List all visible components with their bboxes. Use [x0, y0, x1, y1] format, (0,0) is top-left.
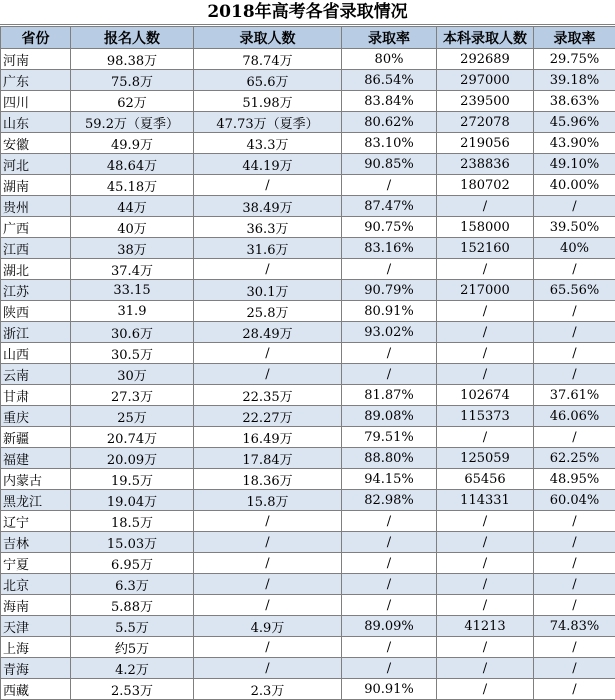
province-cell: 上海: [1, 637, 71, 658]
undergrad-admitted-cell: 292689: [437, 49, 534, 70]
province-cell: 海南: [1, 595, 71, 616]
province-cell: 西藏: [1, 679, 71, 700]
admitted-cell: 47.73万（夏季）: [194, 112, 342, 133]
admission-rate-cell: 80.91%: [342, 301, 437, 322]
applicants-cell: 98.38万: [71, 49, 194, 70]
table-row: [1, 658, 615, 679]
admitted-cell: 25.8万: [194, 301, 342, 322]
applicants-cell: 48.64万: [71, 154, 194, 175]
applicants-cell: 62万: [71, 91, 194, 112]
admitted-cell: 15.8万: [194, 490, 342, 511]
admission-rate-cell: /: [342, 553, 437, 574]
admitted-cell: 22.27万: [194, 406, 342, 427]
province-cell: 湖南: [1, 175, 71, 196]
province-cell: 广东: [1, 70, 71, 91]
table-row: [1, 280, 615, 301]
province-cell: 河北: [1, 154, 71, 175]
undergrad-rate-cell: /: [534, 511, 615, 532]
applicants-cell: 59.2万（夏季）: [71, 112, 194, 133]
table-row: [1, 679, 615, 700]
undergrad-admitted-cell: 297000: [437, 70, 534, 91]
admission-rate-cell: 80.62%: [342, 112, 437, 133]
province-cell: 北京: [1, 574, 71, 595]
admission-rate-cell: 94.15%: [342, 469, 437, 490]
undergrad-admitted-cell: /: [437, 553, 534, 574]
admitted-cell: /: [194, 532, 342, 553]
province-cell: 福建: [1, 448, 71, 469]
applicants-cell: 5.5万: [71, 616, 194, 637]
undergrad-rate-cell: 60.04%: [534, 490, 615, 511]
province-cell: 四川: [1, 91, 71, 112]
admission-rate-cell: 90.85%: [342, 154, 437, 175]
applicants-cell: 30.6万: [71, 322, 194, 343]
admitted-cell: /: [194, 595, 342, 616]
applicants-cell: 37.4万: [71, 259, 194, 280]
admitted-cell: 36.3万: [194, 217, 342, 238]
applicants-cell: 19.5万: [71, 469, 194, 490]
undergrad-admitted-cell: /: [437, 595, 534, 616]
applicants-cell: 45.18万: [71, 175, 194, 196]
undergrad-rate-cell: 40.00%: [534, 175, 615, 196]
admission-rate-cell: /: [342, 364, 437, 385]
undergrad-admitted-cell: 102674: [437, 385, 534, 406]
undergrad-admitted-cell: /: [437, 637, 534, 658]
admitted-cell: 16.49万: [194, 427, 342, 448]
undergrad-rate-cell: 62.25%: [534, 448, 615, 469]
admission-rate-cell: /: [342, 574, 437, 595]
undergrad-rate-cell: /: [534, 658, 615, 679]
table-row: [1, 49, 615, 70]
undergrad-rate-cell: 65.56%: [534, 280, 615, 301]
undergrad-admitted-cell: /: [437, 343, 534, 364]
admitted-cell: 28.49万: [194, 322, 342, 343]
admission-rate-cell: /: [342, 532, 437, 553]
undergrad-rate-cell: /: [534, 574, 615, 595]
undergrad-admitted-cell: 180702: [437, 175, 534, 196]
province-cell: 贵州: [1, 196, 71, 217]
table-row: [1, 469, 615, 490]
table-row: [1, 91, 615, 112]
undergrad-rate-cell: 29.75%: [534, 49, 615, 70]
province-cell: 辽宁: [1, 511, 71, 532]
applicants-cell: 33.15: [71, 280, 194, 301]
admission-rate-cell: 88.80%: [342, 448, 437, 469]
admitted-cell: 18.36万: [194, 469, 342, 490]
undergrad-admitted-cell: 114331: [437, 490, 534, 511]
applicants-cell: 49.9万: [71, 133, 194, 154]
applicants-cell: 20.09万: [71, 448, 194, 469]
province-cell: 内蒙古: [1, 469, 71, 490]
undergrad-rate-cell: 74.83%: [534, 616, 615, 637]
applicants-cell: 25万: [71, 406, 194, 427]
table-row: [1, 616, 615, 637]
table-row: [1, 301, 615, 322]
admitted-cell: 2.3万: [194, 679, 342, 700]
province-cell: 吉林: [1, 532, 71, 553]
province-cell: 江西: [1, 238, 71, 259]
admission-rate-cell: 90.91%: [342, 679, 437, 700]
admission-rate-cell: /: [342, 259, 437, 280]
undergrad-admitted-cell: 217000: [437, 280, 534, 301]
undergrad-rate-cell: 48.95%: [534, 469, 615, 490]
admission-rate-cell: 79.51%: [342, 427, 437, 448]
undergrad-admitted-cell: 115373: [437, 406, 534, 427]
admitted-cell: /: [194, 658, 342, 679]
admitted-cell: /: [194, 364, 342, 385]
applicants-cell: 20.74万: [71, 427, 194, 448]
admitted-cell: 22.35万: [194, 385, 342, 406]
header-province: 省份: [1, 27, 71, 49]
undergrad-admitted-cell: 41213: [437, 616, 534, 637]
undergrad-admitted-cell: 125059: [437, 448, 534, 469]
province-cell: 天津: [1, 616, 71, 637]
admission-rate-cell: 89.08%: [342, 406, 437, 427]
table-row: [1, 511, 615, 532]
undergrad-admitted-cell: 158000: [437, 217, 534, 238]
undergrad-rate-cell: /: [534, 595, 615, 616]
undergrad-admitted-cell: /: [437, 364, 534, 385]
undergrad-rate-cell: /: [534, 637, 615, 658]
undergrad-admitted-cell: /: [437, 259, 534, 280]
admission-rate-cell: /: [342, 595, 437, 616]
table-row: [1, 322, 615, 343]
table-row: [1, 217, 615, 238]
applicants-cell: 40万: [71, 217, 194, 238]
admission-rate-cell: /: [342, 343, 437, 364]
undergrad-rate-cell: /: [534, 364, 615, 385]
admission-rate-cell: 90.79%: [342, 280, 437, 301]
admission-rate-cell: 83.10%: [342, 133, 437, 154]
applicants-cell: 18.5万: [71, 511, 194, 532]
admission-rate-cell: 86.54%: [342, 70, 437, 91]
header-undergrad-admitted: 本科录取人数: [437, 27, 534, 49]
province-cell: 青海: [1, 658, 71, 679]
undergrad-admitted-cell: /: [437, 322, 534, 343]
province-cell: 河南: [1, 49, 71, 70]
province-cell: 黑龙江: [1, 490, 71, 511]
admitted-cell: 51.98万: [194, 91, 342, 112]
admitted-cell: /: [194, 259, 342, 280]
undergrad-admitted-cell: 272078: [437, 112, 534, 133]
admission-rate-cell: 83.84%: [342, 91, 437, 112]
applicants-cell: 19.04万: [71, 490, 194, 511]
applicants-cell: 31.9: [71, 301, 194, 322]
admission-rate-cell: /: [342, 175, 437, 196]
admitted-cell: /: [194, 343, 342, 364]
table-row: [1, 133, 615, 154]
admission-rate-cell: /: [342, 511, 437, 532]
applicants-cell: 15.03万: [71, 532, 194, 553]
admitted-cell: /: [194, 175, 342, 196]
province-cell: 云南: [1, 364, 71, 385]
undergrad-admitted-cell: 152160: [437, 238, 534, 259]
admission-rate-cell: 89.09%: [342, 616, 437, 637]
undergrad-admitted-cell: 219056: [437, 133, 534, 154]
province-cell: 山西: [1, 343, 71, 364]
undergrad-admitted-cell: /: [437, 427, 534, 448]
undergrad-admitted-cell: 239500: [437, 91, 534, 112]
province-cell: 宁夏: [1, 553, 71, 574]
undergrad-rate-cell: /: [534, 322, 615, 343]
undergrad-admitted-cell: /: [437, 301, 534, 322]
undergrad-rate-cell: 37.61%: [534, 385, 615, 406]
header-undergrad-rate: 录取率: [534, 27, 615, 49]
province-cell: 湖北: [1, 259, 71, 280]
header-admitted: 录取人数: [194, 27, 342, 49]
admitted-cell: 4.9万: [194, 616, 342, 637]
admitted-cell: /: [194, 574, 342, 595]
undergrad-rate-cell: /: [534, 553, 615, 574]
undergrad-rate-cell: /: [534, 343, 615, 364]
undergrad-rate-cell: 40%: [534, 238, 615, 259]
table-row: [1, 448, 615, 469]
table-row: [1, 70, 615, 91]
undergrad-admitted-cell: /: [437, 511, 534, 532]
table-row: [1, 532, 615, 553]
table-row: [1, 196, 615, 217]
admission-rate-cell: 83.16%: [342, 238, 437, 259]
undergrad-rate-cell: /: [534, 301, 615, 322]
table-row: [1, 574, 615, 595]
undergrad-rate-cell: /: [534, 259, 615, 280]
table-row: [1, 343, 615, 364]
header-row: [1, 27, 615, 49]
applicants-cell: 6.3万: [71, 574, 194, 595]
admission-rate-cell: 90.75%: [342, 217, 437, 238]
admission-rate-cell: /: [342, 658, 437, 679]
admitted-cell: 44.19万: [194, 154, 342, 175]
admitted-cell: 38.49万: [194, 196, 342, 217]
admission-rate-cell: 80%: [342, 49, 437, 70]
undergrad-admitted-cell: 238836: [437, 154, 534, 175]
admission-rate-cell: 93.02%: [342, 322, 437, 343]
table-row: [1, 553, 615, 574]
table-row: [1, 406, 615, 427]
undergrad-rate-cell: /: [534, 679, 615, 700]
province-cell: 广西: [1, 217, 71, 238]
undergrad-rate-cell: /: [534, 532, 615, 553]
header-admission-rate: 录取率: [342, 27, 437, 49]
undergrad-rate-cell: 43.90%: [534, 133, 615, 154]
province-cell: 新疆: [1, 427, 71, 448]
province-cell: 江苏: [1, 280, 71, 301]
admitted-cell: 17.84万: [194, 448, 342, 469]
undergrad-rate-cell: 49.10%: [534, 154, 615, 175]
undergrad-rate-cell: 45.96%: [534, 112, 615, 133]
undergrad-admitted-cell: /: [437, 574, 534, 595]
applicants-cell: 75.8万: [71, 70, 194, 91]
admitted-cell: 31.6万: [194, 238, 342, 259]
undergrad-rate-cell: 38.63%: [534, 91, 615, 112]
admitted-cell: /: [194, 553, 342, 574]
admitted-cell: /: [194, 511, 342, 532]
table-row: [1, 259, 615, 280]
admitted-cell: 30.1万: [194, 280, 342, 301]
undergrad-rate-cell: 39.18%: [534, 70, 615, 91]
undergrad-admitted-cell: /: [437, 679, 534, 700]
applicants-cell: 约5万: [71, 637, 194, 658]
admitted-cell: 43.3万: [194, 133, 342, 154]
undergrad-admitted-cell: /: [437, 658, 534, 679]
province-cell: 浙江: [1, 322, 71, 343]
table-row: [1, 637, 615, 658]
table-row: [1, 427, 615, 448]
undergrad-rate-cell: /: [534, 427, 615, 448]
applicants-cell: 2.53万: [71, 679, 194, 700]
table-row: [1, 490, 615, 511]
applicants-cell: 30.5万: [71, 343, 194, 364]
admission-rate-cell: 87.47%: [342, 196, 437, 217]
admission-rate-cell: 81.87%: [342, 385, 437, 406]
province-cell: 山东: [1, 112, 71, 133]
table-row: [1, 112, 615, 133]
undergrad-rate-cell: 39.50%: [534, 217, 615, 238]
province-cell: 陕西: [1, 301, 71, 322]
admission-rate-cell: /: [342, 637, 437, 658]
undergrad-rate-cell: /: [534, 196, 615, 217]
applicants-cell: 4.2万: [71, 658, 194, 679]
province-cell: 重庆: [1, 406, 71, 427]
applicants-cell: 30万: [71, 364, 194, 385]
applicants-cell: 5.88万: [71, 595, 194, 616]
undergrad-admitted-cell: /: [437, 532, 534, 553]
table-body: [1, 49, 615, 700]
table-row: [1, 595, 615, 616]
admission-table: [0, 26, 615, 700]
admitted-cell: /: [194, 637, 342, 658]
admission-rate-cell: 82.98%: [342, 490, 437, 511]
undergrad-rate-cell: 46.06%: [534, 406, 615, 427]
applicants-cell: 38万: [71, 238, 194, 259]
table-row: [1, 364, 615, 385]
province-cell: 安徽: [1, 133, 71, 154]
table-row: [1, 385, 615, 406]
applicants-cell: 27.3万: [71, 385, 194, 406]
table-row: [1, 154, 615, 175]
admitted-cell: 65.6万: [194, 70, 342, 91]
province-cell: 甘肃: [1, 385, 71, 406]
undergrad-admitted-cell: 65456: [437, 469, 534, 490]
applicants-cell: 6.95万: [71, 553, 194, 574]
table-row: [1, 175, 615, 196]
header-applicants: 报名人数: [71, 27, 194, 49]
table-title: 2018年高考各省录取情况: [0, 0, 615, 25]
table-row: [1, 238, 615, 259]
undergrad-admitted-cell: /: [437, 196, 534, 217]
applicants-cell: 44万: [71, 196, 194, 217]
admitted-cell: 78.74万: [194, 49, 342, 70]
